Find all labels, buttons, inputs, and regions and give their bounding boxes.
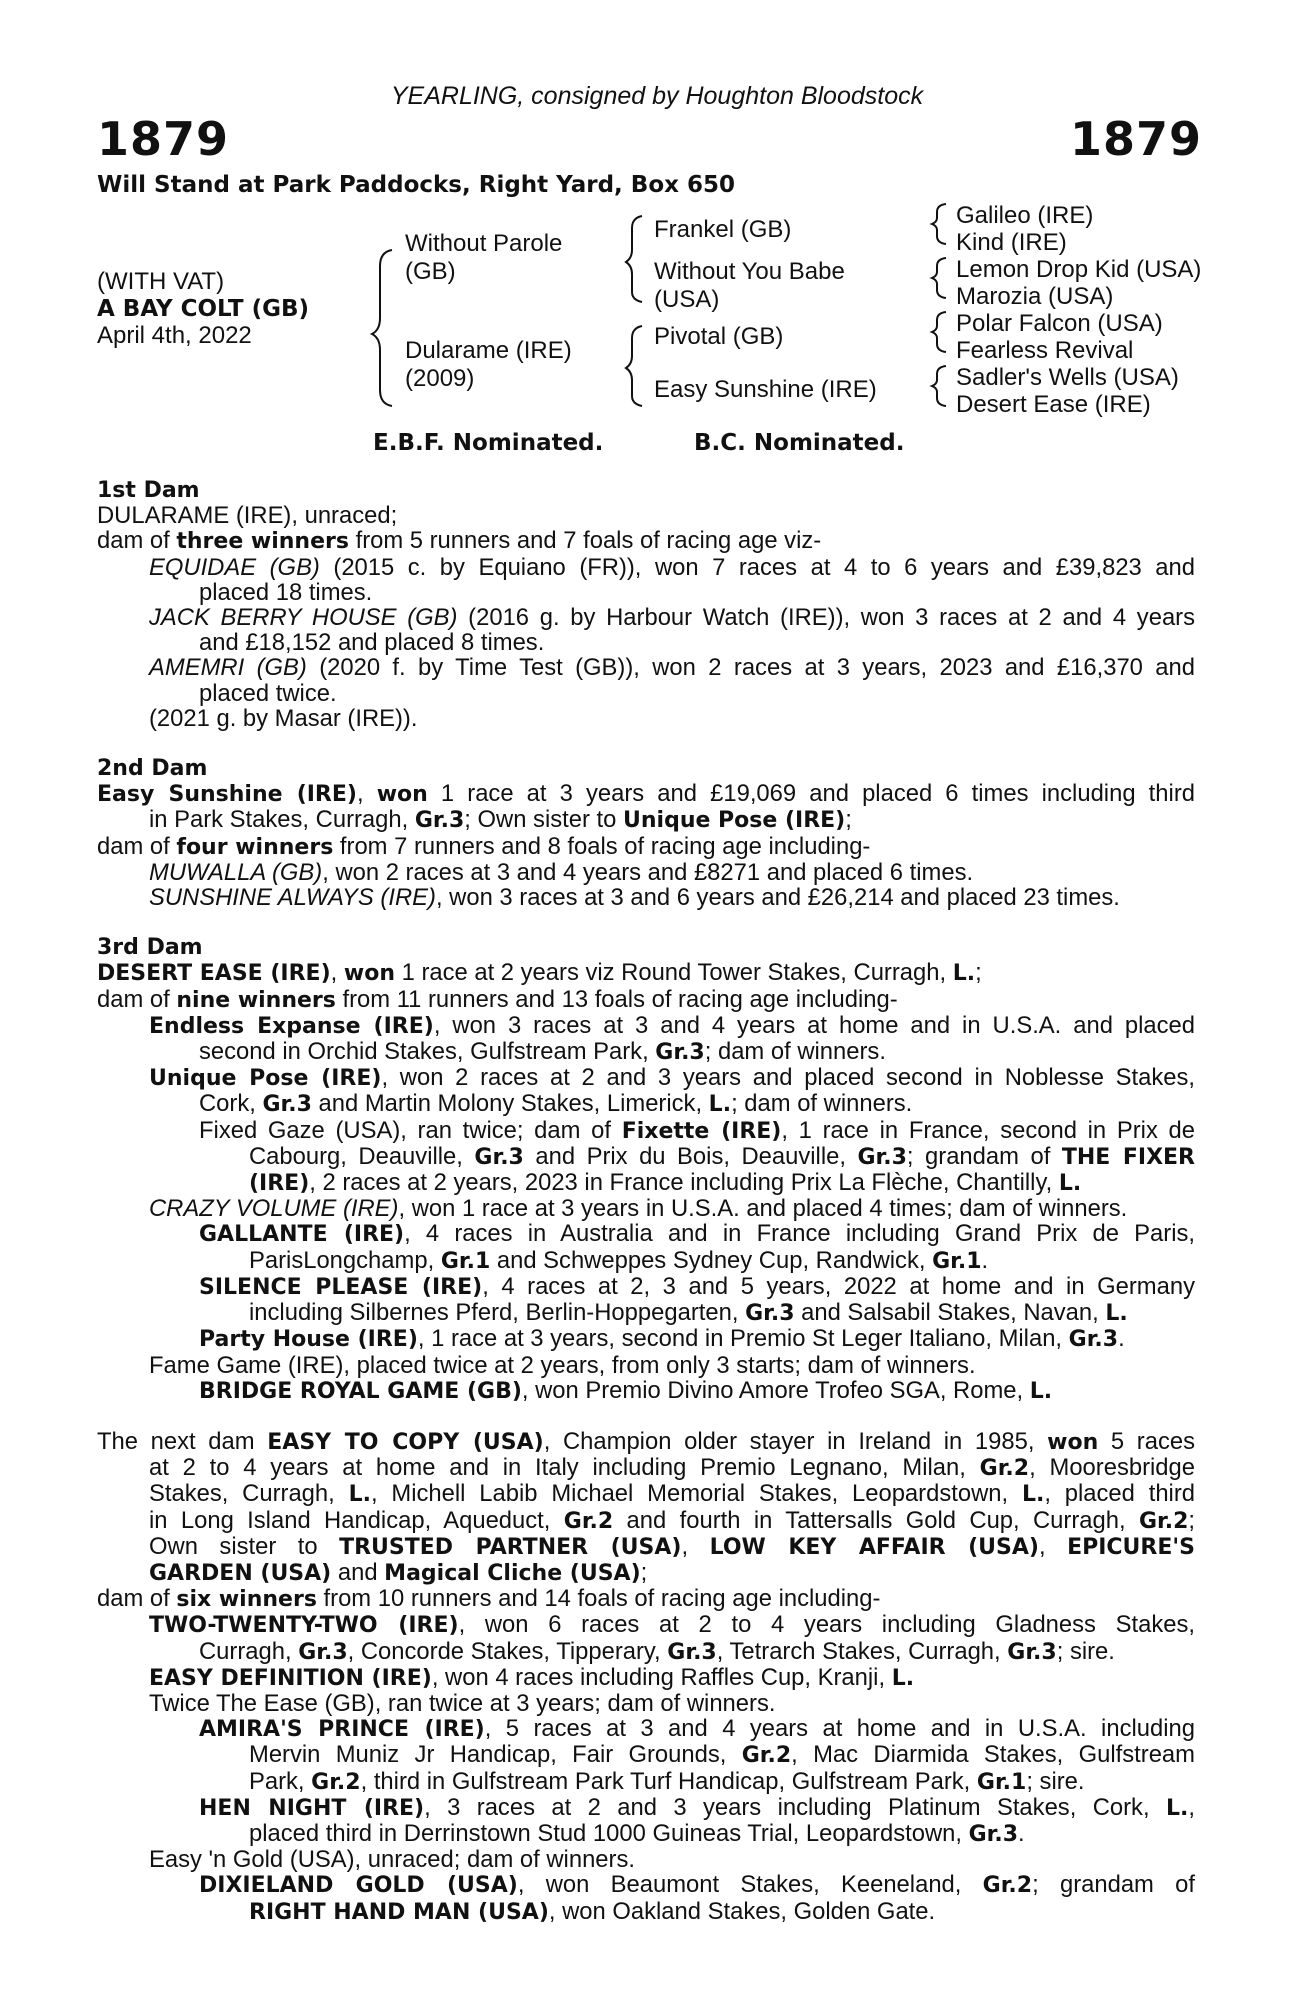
bold-text: Gr.3 bbox=[655, 1040, 705, 1066]
text-segment bbox=[97, 731, 1195, 756]
sire-name: Without Parole bbox=[405, 230, 563, 257]
text-segment: , 3 races at 2 and 3 years including Platinum Stakes, Cork, bbox=[424, 1793, 1166, 1821]
bold-text: Gr.2 bbox=[311, 1769, 361, 1795]
text-segment: , third in Gulfstream Park Turf Handicap, Gulfstream Park, bbox=[360, 1767, 977, 1795]
text-segment bbox=[149, 1039, 1195, 1065]
text-segment: Park, bbox=[249, 1767, 312, 1795]
first-dam-heading: 1st Dam bbox=[97, 478, 200, 503]
bold-text: L. bbox=[1165, 1795, 1189, 1821]
text-segment bbox=[149, 1639, 1195, 1665]
bold-text: Gr.3 bbox=[968, 1821, 1019, 1847]
text-segment: , Concorde Stakes, Tipperary, bbox=[347, 1637, 668, 1665]
text-segment: second in Orchid Stakes, Gulfstream Park, bbox=[199, 1038, 656, 1066]
dam-year: (2009) bbox=[405, 365, 475, 392]
bold-text: L. bbox=[1021, 1482, 1045, 1508]
bold-text: L. bbox=[348, 1482, 371, 1508]
bold-text: LOW KEY AFFAIR (USA) bbox=[709, 1534, 1039, 1560]
text-segment: , won 3 races at 3 and 6 years and £26,214 and placed 23 times. bbox=[435, 884, 1120, 912]
bold-text: TWO-TWENTY-TWO (IRE) bbox=[149, 1613, 459, 1639]
text-segment: ; grandam of bbox=[1032, 1871, 1195, 1899]
text-segment: from 10 runners and 14 foals of racing age including- bbox=[316, 1585, 881, 1613]
italic-text: MUWALLA (GB) bbox=[149, 858, 323, 886]
text-segment: from 11 runners and 13 foals of racing age including- bbox=[335, 985, 898, 1013]
bold-text: Unique Pose (IRE) bbox=[623, 808, 846, 834]
bold-text: won bbox=[343, 961, 395, 987]
text-segment bbox=[149, 1455, 1195, 1481]
consignment-line: YEARLING, consigned by Houghton Bloodstock bbox=[390, 82, 924, 110]
bold-text: Gr.3 bbox=[1007, 1639, 1057, 1665]
bold-text: Gr.1 bbox=[932, 1248, 982, 1274]
ggp-2: Kind (IRE) bbox=[956, 229, 1067, 256]
next-dam-section bbox=[97, 1429, 1195, 1925]
text-segment: from 7 runners and 8 foals of racing age including- bbox=[333, 832, 871, 860]
bold-text: won bbox=[1047, 1429, 1099, 1455]
bold-text: six winners bbox=[176, 1587, 317, 1613]
text-segment: and Prix du Bois, Deauville, bbox=[523, 1142, 858, 1170]
text-segment: at 2 to 4 years at home and in Italy including Premio Legnano, Milan, bbox=[149, 1454, 980, 1482]
bold-text: BRIDGE ROYAL GAME (GB) bbox=[199, 1378, 522, 1404]
text-segment: ; Own sister to bbox=[464, 806, 623, 834]
text-segment: , won 2 races at 3 and 4 years and £8271 and placed 6 times. bbox=[322, 858, 974, 886]
text-segment: and Martin Molony Stakes, Limerick, bbox=[311, 1090, 709, 1118]
text-segment: ; bbox=[640, 1558, 648, 1586]
bold-text: Gr.2 bbox=[741, 1743, 792, 1769]
text-segment: , won 1 race at 3 years in U.S.A. and placed 4 times; dam of winners. bbox=[398, 1195, 1128, 1223]
progeny-amemri bbox=[97, 655, 1195, 705]
progeny-jack-berry-house bbox=[97, 605, 1195, 655]
text-segment: ; dam of winners. bbox=[731, 1090, 913, 1118]
text-segment: . bbox=[1018, 1819, 1025, 1847]
text-segment: , won Oakland Stakes, Golden Gate. bbox=[548, 1897, 936, 1925]
ggp-1: Galileo (IRE) bbox=[956, 202, 1094, 229]
text-segment bbox=[97, 1013, 1195, 1065]
text-segment: Own sister to bbox=[149, 1532, 340, 1560]
text-segment bbox=[97, 1716, 1195, 1795]
text-segment bbox=[149, 1560, 1195, 1586]
text-segment bbox=[199, 1821, 1195, 1847]
text-segment: ; sire. bbox=[1026, 1767, 1085, 1795]
text-segment: and Salsabil Stakes, Navan, bbox=[794, 1299, 1106, 1327]
text-segment: Stakes, Curragh, bbox=[149, 1480, 349, 1508]
text-segment: , Michell Labib Michael Memorial Stakes, Leopardstown, bbox=[370, 1480, 1022, 1508]
text-segment: , 2 races at 2 years, 2023 in France including Prix La Flèche, Chantilly, bbox=[309, 1169, 1059, 1197]
text-segment: , bbox=[1188, 1793, 1195, 1821]
text-segment: Mervin Muniz Jr Handicap, Fair Grounds, bbox=[249, 1741, 742, 1769]
italic-text: AMEMRI (GB) bbox=[149, 654, 307, 682]
bold-text: Unique Pose (IRE) bbox=[149, 1066, 382, 1092]
bold-text: Gr.3 bbox=[262, 1092, 312, 1118]
bold-text: Gr.2 bbox=[563, 1508, 614, 1534]
text-segment: , bbox=[681, 1532, 710, 1560]
catalogue-body bbox=[97, 478, 1195, 1925]
bold-text: DESERT EASE (IRE) bbox=[97, 961, 331, 987]
bold-text: GALLANTE (IRE) bbox=[199, 1222, 405, 1248]
bold-text: nine winners bbox=[176, 987, 336, 1013]
bold-text: Gr.3 bbox=[745, 1301, 795, 1327]
third-dam-section bbox=[97, 935, 1195, 1404]
text-segment: and Schweppes Sydney Cup, Randwick, bbox=[490, 1246, 933, 1274]
bold-text: Endless Expanse (IRE) bbox=[149, 1013, 434, 1039]
granddam-maternal: Easy Sunshine (IRE) bbox=[654, 376, 877, 403]
text-segment: , won 3 races at 3 and 4 years at home and in U.S.A. and placed bbox=[433, 1011, 1195, 1039]
text-segment bbox=[97, 1586, 1195, 1612]
text-segment bbox=[97, 1274, 1195, 1326]
text-segment: in Park Stakes, Curragh, bbox=[149, 806, 415, 834]
stand-location: Will Stand at Park Paddocks, Right Yard, Box 650 bbox=[97, 172, 735, 198]
text-segment: Cabourg, Deauville, bbox=[249, 1142, 475, 1170]
progeny-equidae bbox=[97, 555, 1195, 605]
text-segment: and bbox=[331, 1558, 385, 1586]
sire-origin: (GB) bbox=[405, 258, 456, 285]
first-dam-summary bbox=[97, 528, 1195, 554]
bold-text: Gr.3 bbox=[1068, 1327, 1119, 1353]
text-segment bbox=[97, 1378, 1195, 1404]
bold-text: L. bbox=[1029, 1378, 1053, 1404]
first-dam-name: DULARAME (IRE), unraced; bbox=[97, 502, 398, 530]
third-dam-heading: 3rd Dam bbox=[97, 935, 203, 961]
bold-text: Gr.3 bbox=[298, 1639, 348, 1665]
text-segment: ; dam of winners. bbox=[704, 1038, 886, 1066]
second-dam-section bbox=[97, 756, 1195, 910]
text-segment: 1 race at 3 years and £19,069 and placed 6 times including third bbox=[427, 780, 1195, 808]
text-segment: (2015 c. by Equiano (FR)), won 7 races at 4 to 6 years and £39,823 and bbox=[319, 553, 1196, 581]
text-segment: Fixed Gaze (USA), ran twice; dam of bbox=[199, 1116, 622, 1144]
text-segment bbox=[97, 1404, 1195, 1429]
bold-text: Gr.3 bbox=[667, 1639, 717, 1665]
text-segment bbox=[199, 1769, 1195, 1795]
bold-text: Magical Cliche (USA) bbox=[384, 1560, 641, 1586]
bold-text: EASY TO COPY (USA) bbox=[267, 1429, 544, 1455]
text-segment: Cork, bbox=[199, 1090, 263, 1118]
italic-text: EQUIDAE (GB) bbox=[149, 553, 320, 581]
text-segment: , won Beaumont Stakes, Keeneland, bbox=[517, 1871, 983, 1899]
text-segment: including Silbernes Pferd, Berlin-Hoppegarten, bbox=[249, 1299, 746, 1327]
bold-text: L. bbox=[1058, 1171, 1082, 1197]
progeny-2021: (2021 g. by Masar (IRE)). bbox=[149, 704, 418, 732]
text-segment: in Long Island Handicap, Aqueduct, bbox=[149, 1506, 564, 1534]
text-segment: , bbox=[1038, 1532, 1068, 1560]
text-segment bbox=[97, 860, 1195, 885]
text-segment: ParisLongchamp, bbox=[249, 1246, 441, 1274]
bold-text: four winners bbox=[176, 834, 334, 860]
text-segment: The next dam bbox=[97, 1427, 268, 1455]
granddam-paternal-origin: (USA) bbox=[654, 286, 720, 313]
bold-text: Gr.3 bbox=[857, 1144, 907, 1170]
text-segment: , bbox=[356, 780, 377, 808]
text-segment bbox=[97, 1429, 1195, 1455]
text-segment: (2016 g. by Harbour Watch (IRE)), won 3 races at 2 and 4 years bbox=[457, 604, 1195, 632]
text-segment: dam of bbox=[97, 1585, 177, 1613]
bold-text: EASY DEFINITION (IRE) bbox=[149, 1665, 432, 1691]
text-segment bbox=[97, 1118, 1195, 1197]
lot-number-left: 1879 bbox=[97, 112, 230, 166]
text-segment: from 5 runners and 7 foals of racing age viz- bbox=[348, 527, 822, 555]
text-segment: ; grandam of bbox=[906, 1142, 1062, 1170]
text-segment bbox=[97, 1326, 1195, 1352]
bold-text: L. bbox=[891, 1665, 915, 1691]
text-segment bbox=[199, 1716, 1195, 1742]
text-segment bbox=[199, 1899, 1195, 1925]
text-segment bbox=[199, 1742, 1195, 1768]
text-segment bbox=[199, 1795, 1195, 1821]
text-segment: , 5 races at 3 and 4 years at home and in U.S.A. including bbox=[484, 1715, 1195, 1743]
text-segment: , won 6 races at 2 to 4 years including Gladness Stakes, bbox=[458, 1611, 1195, 1639]
text-segment bbox=[97, 1612, 1195, 1664]
text-segment bbox=[199, 1221, 1195, 1247]
text-segment: ; bbox=[845, 806, 852, 834]
italic-text: JACK BERRY HOUSE (GB) bbox=[149, 604, 458, 632]
text-segment: , won 2 races at 2 and 3 years and placed second in Noblesse Stakes, bbox=[381, 1064, 1196, 1092]
text-segment bbox=[149, 1091, 1195, 1117]
bold-text: TRUSTED PARTNER (USA) bbox=[339, 1534, 682, 1560]
text-segment: Twice The Ease (GB), ran twice at 3 years; dam of winners. bbox=[149, 1689, 776, 1717]
grandsire-maternal: Pivotal (GB) bbox=[654, 323, 784, 350]
italic-text: SUNSHINE ALWAYS (IRE) bbox=[149, 884, 436, 912]
ggp-8: Desert Ease (IRE) bbox=[956, 391, 1151, 418]
italic-text: CRAZY VOLUME (IRE) bbox=[149, 1195, 399, 1223]
text-segment: , won Premio Divino Amore Trofeo SGA, Rome, bbox=[521, 1376, 1030, 1404]
text-segment bbox=[97, 1455, 1195, 1586]
bold-text: EPICURE'S bbox=[1067, 1534, 1195, 1560]
text-segment: placed third in Derrinstown Stud 1000 Guineas Trial, Leopardstown, bbox=[249, 1819, 969, 1847]
text-segment: , Champion older stayer in Ireland in 1985, bbox=[543, 1427, 1048, 1455]
ggp-5: Polar Falcon (USA) bbox=[956, 310, 1163, 337]
text-segment: 1 race at 2 years viz Round Tower Stakes, Curragh, bbox=[394, 959, 953, 987]
bold-text: Gr.3 bbox=[414, 808, 465, 834]
text-segment bbox=[97, 781, 1195, 807]
text-segment bbox=[149, 1534, 1195, 1560]
text-segment: , 4 races at 2, 3 and 5 years, 2022 at home and in Germany bbox=[482, 1272, 1195, 1300]
text-segment bbox=[199, 1248, 1195, 1274]
text-segment bbox=[149, 1013, 1195, 1039]
vat-note: (WITH VAT) bbox=[97, 268, 225, 295]
text-segment bbox=[199, 1144, 1195, 1170]
text-segment: , 1 race in France, second in Prix de bbox=[781, 1116, 1196, 1144]
horse-name: A BAY COLT (GB) bbox=[97, 296, 310, 322]
text-segment bbox=[149, 1612, 1195, 1638]
text-segment bbox=[97, 910, 1195, 935]
text-segment: , Tetrarch Stakes, Curragh, bbox=[716, 1637, 1008, 1665]
text-segment bbox=[199, 1170, 1195, 1196]
text-segment bbox=[149, 555, 1195, 580]
text-segment bbox=[97, 885, 1195, 910]
bold-text: L. bbox=[708, 1092, 732, 1118]
text-segment: (2020 f. by Time Test (GB)), won 2 races at 3 years, 2023 and £16,370 and bbox=[306, 654, 1196, 682]
bold-text: Fixette (IRE) bbox=[621, 1118, 782, 1144]
text-segment: Fame Game (IRE), placed twice at 2 years, from only 3 starts; dam of winners. bbox=[149, 1351, 976, 1379]
bold-text: (IRE) bbox=[249, 1171, 310, 1197]
text-segment bbox=[149, 1065, 1195, 1091]
text-segment bbox=[199, 1274, 1195, 1300]
text-segment: Easy 'n Gold (USA), unraced; dam of winners. bbox=[149, 1846, 635, 1874]
text-segment bbox=[97, 1065, 1195, 1117]
bold-text: Gr.1 bbox=[976, 1769, 1027, 1795]
bold-text: Gr.2 bbox=[1138, 1508, 1189, 1534]
text-segment bbox=[149, 605, 1195, 630]
first-dam-section bbox=[97, 478, 1195, 731]
text-segment: , won 4 races including Raffles Cup, Kranji, bbox=[431, 1663, 892, 1691]
text-segment: Curragh, bbox=[199, 1637, 299, 1665]
bold-text: Gr.2 bbox=[979, 1456, 1030, 1482]
second-dam-heading: 2nd Dam bbox=[97, 756, 208, 782]
text-segment bbox=[149, 1508, 1195, 1534]
text-segment bbox=[97, 1872, 1195, 1924]
text-segment bbox=[97, 1665, 1195, 1691]
text-segment bbox=[97, 987, 1195, 1013]
text-segment bbox=[199, 1118, 1195, 1144]
ggp-6: Fearless Revival bbox=[956, 337, 1134, 364]
granddam-paternal: Without You Babe bbox=[654, 258, 845, 285]
ggp-7: Sadler's Wells (USA) bbox=[956, 364, 1179, 391]
bold-text: Easy Sunshine (IRE) bbox=[97, 782, 357, 808]
text-segment: , Mac Diarmida Stakes, Gulfstream bbox=[791, 1741, 1195, 1769]
bold-text: SILENCE PLEASE (IRE) bbox=[199, 1274, 483, 1300]
grandsire-paternal: Frankel (GB) bbox=[654, 216, 792, 243]
text-segment: , Mooresbridge bbox=[1029, 1454, 1195, 1482]
horse-dob: April 4th, 2022 bbox=[97, 322, 252, 349]
bold-text: GARDEN (USA) bbox=[149, 1560, 332, 1586]
text-segment bbox=[97, 1196, 1195, 1221]
bold-text: Party House (IRE) bbox=[199, 1327, 418, 1353]
text-segment: ; bbox=[1188, 1506, 1196, 1534]
bold-text: RIGHT HAND MAN (USA) bbox=[249, 1899, 549, 1925]
text-segment: . bbox=[981, 1246, 989, 1274]
text-segment: ; sire. bbox=[1056, 1637, 1115, 1665]
text-segment: 5 races bbox=[1098, 1427, 1195, 1455]
ggp-4: Marozia (USA) bbox=[956, 283, 1114, 310]
text-segment bbox=[97, 960, 1195, 986]
ggp-3: Lemon Drop Kid (USA) bbox=[956, 256, 1202, 283]
bold-text: L. bbox=[1105, 1301, 1128, 1327]
text-segment: ; bbox=[975, 959, 982, 987]
bold-text: three winners bbox=[176, 529, 349, 555]
bc-nomination: B.C. Nominated. bbox=[694, 430, 905, 456]
text-segment bbox=[149, 1481, 1195, 1507]
text-segment: , 4 races in Australia and in France including Grand Prix de Paris, bbox=[404, 1220, 1195, 1248]
text-segment bbox=[97, 834, 1195, 860]
dam-name: Dularame (IRE) bbox=[405, 337, 572, 364]
text-segment: , bbox=[330, 959, 344, 987]
text-segment: dam of bbox=[97, 832, 177, 860]
text-segment: and fourth in Tattersalls Gold Cup, Curragh, bbox=[613, 1506, 1139, 1534]
bold-text: THE FIXER bbox=[1061, 1144, 1195, 1170]
ebf-nomination: E.B.F. Nominated. bbox=[373, 430, 604, 456]
bold-text: Gr.1 bbox=[440, 1248, 491, 1274]
text-segment bbox=[97, 1221, 1195, 1273]
text-segment: dam of bbox=[97, 985, 177, 1013]
bold-text: HEN NIGHT (IRE) bbox=[199, 1795, 425, 1821]
text-segment: , placed third bbox=[1044, 1480, 1195, 1508]
text-segment bbox=[97, 1795, 1195, 1847]
bold-text: L. bbox=[952, 961, 976, 987]
text-segment: , 1 race at 3 years, second in Premio St Leger Italiano, Milan, bbox=[417, 1325, 1069, 1353]
text-segment: . bbox=[1118, 1325, 1125, 1353]
text-segment bbox=[149, 655, 1195, 680]
bold-text: AMIRA'S PRINCE (IRE) bbox=[199, 1717, 485, 1743]
bold-text: Gr.3 bbox=[474, 1144, 524, 1170]
text-segment bbox=[199, 1300, 1195, 1326]
text-segment bbox=[97, 807, 1195, 833]
text-segment bbox=[199, 1872, 1195, 1898]
text-segment: placed twice. bbox=[199, 679, 337, 707]
text-segment: and £18,152 and placed 8 times. bbox=[199, 629, 545, 657]
text-segment: dam of bbox=[97, 527, 177, 555]
bold-text: won bbox=[376, 782, 428, 808]
lot-number-right: 1879 bbox=[1069, 112, 1202, 166]
bold-text: Gr.2 bbox=[982, 1873, 1033, 1899]
bold-text: DIXIELAND GOLD (USA) bbox=[199, 1873, 518, 1899]
text-segment: placed 18 times. bbox=[199, 578, 373, 606]
